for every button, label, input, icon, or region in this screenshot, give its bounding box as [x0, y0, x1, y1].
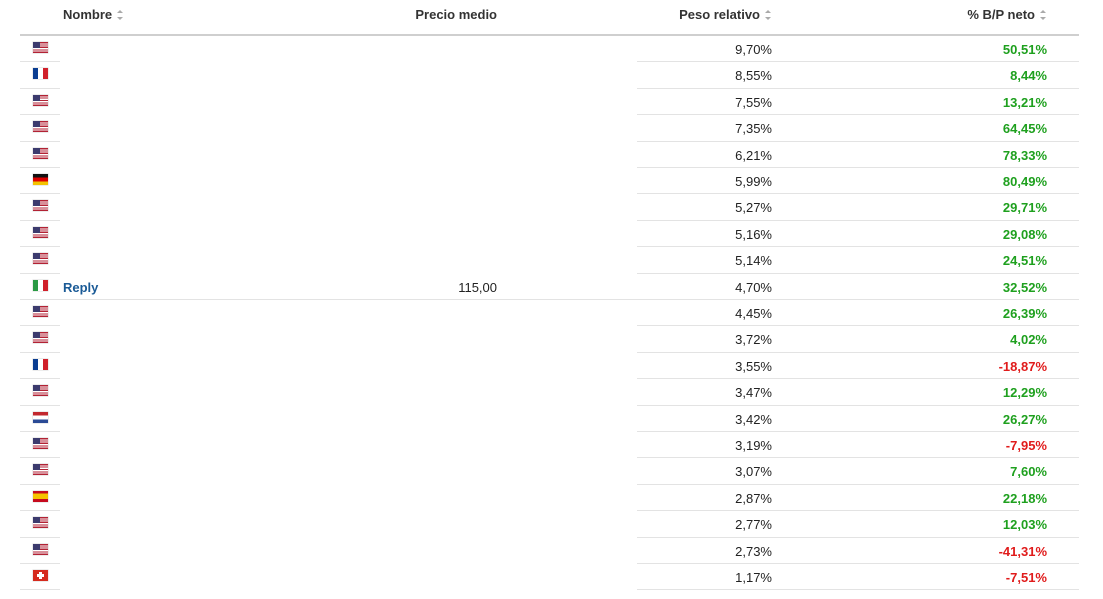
sort-icon[interactable]	[117, 10, 124, 20]
us-flag-icon	[33, 148, 48, 159]
table-row[interactable]	[0, 89, 1103, 115]
table-row[interactable]	[0, 485, 1103, 511]
peso-relativo-cell: 6,21%	[735, 147, 772, 163]
bp-neto-cell: 22,18%	[1002, 490, 1047, 506]
peso-relativo-cell: 3,19%	[735, 438, 772, 453]
bp-neto-cell: 8,44%	[1010, 68, 1047, 84]
us-flag-icon	[33, 332, 48, 343]
peso-relativo-cell: 3,42%	[735, 411, 772, 427]
table-row[interactable]	[0, 168, 1103, 194]
table-row[interactable]	[0, 458, 1103, 484]
es-flag-icon	[33, 491, 48, 502]
nl-flag-icon	[33, 412, 48, 423]
column-header-bp-neto-label: % B/P neto	[967, 7, 1035, 22]
peso-relativo-cell: 3,07%	[735, 464, 772, 480]
table-row[interactable]	[0, 432, 1103, 458]
de-flag-icon	[33, 174, 48, 185]
column-header-peso-relativo-label: Peso relativo	[679, 7, 760, 22]
bp-neto-cell: 32,52%	[1002, 279, 1047, 295]
peso-relativo-cell: 2,73%	[735, 543, 772, 559]
column-header-precio-medio	[415, 7, 497, 22]
peso-relativo-cell: 3,55%	[735, 358, 772, 374]
peso-relativo-cell: 1,17%	[735, 570, 772, 585]
stock-name-link[interactable]: Reply	[63, 279, 99, 295]
peso-relativo-cell: 2,87%	[735, 490, 772, 506]
peso-relativo-cell: 4,70%	[735, 279, 772, 295]
bp-neto-cell: 7,60%	[1010, 464, 1047, 480]
table-row[interactable]	[0, 247, 1103, 273]
bp-neto-cell: 26,39%	[1002, 306, 1047, 321]
ch-flag-icon	[33, 570, 48, 581]
table-row[interactable]	[0, 142, 1103, 168]
bp-neto-cell: 4,02%	[1010, 332, 1047, 348]
us-flag-icon	[33, 544, 48, 555]
bp-neto-cell: -7,51%	[1005, 570, 1047, 585]
bp-neto-cell: 13,21%	[1002, 94, 1047, 110]
precio-medio-cell: 115,00	[458, 279, 497, 295]
us-flag-icon	[33, 306, 48, 317]
table-row[interactable]	[0, 300, 1103, 326]
bp-neto-cell: 29,71%	[1002, 200, 1047, 216]
bp-neto-cell: 12,29%	[1002, 385, 1047, 401]
column-header-precio-medio-label: Precio medio	[415, 7, 497, 22]
table-row[interactable]	[0, 406, 1103, 432]
column-header-peso-relativo[interactable]	[679, 7, 772, 22]
row-divider	[20, 589, 60, 590]
peso-relativo-cell: 5,14%	[735, 253, 772, 269]
us-flag-icon	[33, 121, 48, 132]
table-row[interactable]	[0, 353, 1103, 379]
peso-relativo-cell: 5,27%	[735, 200, 772, 216]
table-row[interactable]	[0, 274, 1103, 300]
bp-neto-cell: 64,45%	[1002, 121, 1047, 137]
peso-relativo-cell: 2,77%	[735, 517, 772, 533]
us-flag-icon	[33, 385, 48, 396]
us-flag-icon	[33, 253, 48, 264]
peso-relativo-cell: 8,55%	[735, 68, 772, 84]
peso-relativo-cell: 5,16%	[735, 226, 772, 242]
bp-neto-cell: -18,87%	[998, 358, 1047, 374]
fr-flag-icon	[33, 68, 48, 79]
table-row[interactable]	[0, 62, 1103, 88]
us-flag-icon	[33, 464, 48, 475]
bp-neto-cell: 26,27%	[1002, 411, 1047, 427]
peso-relativo-cell: 3,47%	[735, 385, 772, 401]
bp-neto-cell: 80,49%	[1002, 174, 1047, 189]
it-flag-icon	[33, 280, 48, 291]
table-header	[0, 0, 1103, 36]
table-row[interactable]	[0, 115, 1103, 141]
bp-neto-cell: 50,51%	[1002, 42, 1047, 57]
peso-relativo-cell: 7,55%	[735, 94, 772, 110]
table-row[interactable]	[0, 538, 1103, 564]
column-header-nombre[interactable]	[63, 7, 124, 22]
peso-relativo-cell: 9,70%	[735, 42, 772, 57]
bp-neto-cell: 29,08%	[1002, 226, 1047, 242]
bp-neto-cell: 24,51%	[1002, 253, 1047, 269]
peso-relativo-cell: 3,72%	[735, 332, 772, 348]
table-row[interactable]	[0, 221, 1103, 247]
us-flag-icon	[33, 438, 48, 449]
us-flag-icon	[33, 517, 48, 528]
bp-neto-cell: 12,03%	[1002, 517, 1047, 533]
table-row[interactable]	[0, 326, 1103, 352]
sort-icon[interactable]	[765, 10, 772, 20]
peso-relativo-cell: 7,35%	[735, 121, 772, 137]
table-row[interactable]	[0, 564, 1103, 590]
us-flag-icon	[33, 95, 48, 106]
column-header-nombre-label: Nombre	[63, 7, 113, 22]
column-header-bp-neto[interactable]	[967, 7, 1047, 22]
fr-flag-icon	[33, 359, 48, 370]
bp-neto-cell: -41,31%	[998, 543, 1047, 559]
table-row[interactable]	[0, 379, 1103, 405]
table-row[interactable]	[0, 511, 1103, 537]
bp-neto-cell: -7,95%	[1005, 438, 1047, 453]
table-row[interactable]	[0, 36, 1103, 62]
sort-icon[interactable]	[1040, 10, 1047, 20]
us-flag-icon	[33, 200, 48, 211]
us-flag-icon	[33, 42, 48, 53]
row-divider	[637, 589, 1079, 590]
us-flag-icon	[33, 227, 48, 238]
peso-relativo-cell: 5,99%	[735, 174, 772, 189]
table-row[interactable]	[0, 194, 1103, 220]
bp-neto-cell: 78,33%	[1002, 147, 1047, 163]
peso-relativo-cell: 4,45%	[735, 306, 772, 321]
